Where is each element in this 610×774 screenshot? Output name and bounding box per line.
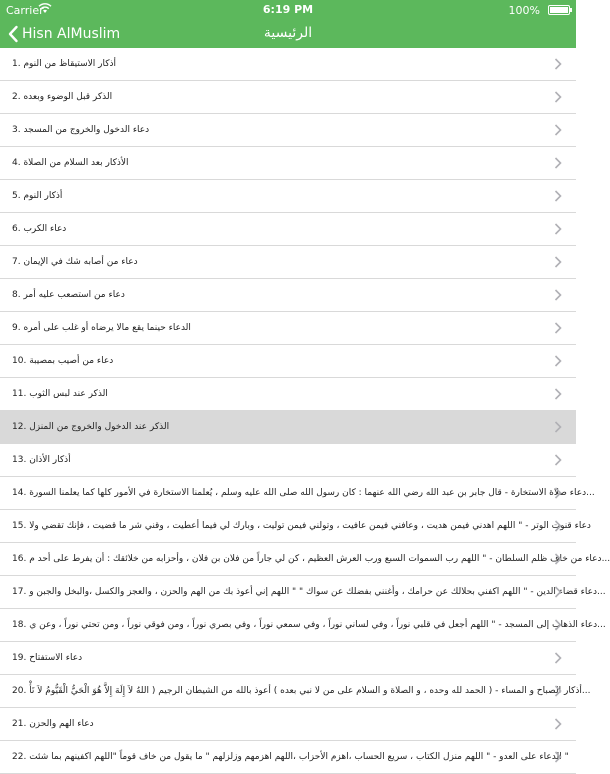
battery-percentage: 100%	[508, 4, 540, 17]
list-item-label: 20. أذكار الصباح و المساء - ( الحمد لله وحده ، و الصلاة و السلام على من لا نبي بعده ) أعوذ بالله من الشيطان الرجيم ( اللهُ لاَ إِلَهَ إِلاَّ هُوَ الْحَيُّ الْقَيُّومُ لاَ تَأْ...	[12, 686, 591, 696]
list-item-label: 19. دعاء الاستفتاح	[12, 653, 83, 663]
chevron-right-icon	[554, 223, 562, 235]
list-item-label: 11. الذكر عند لبس الثوب	[12, 389, 108, 399]
chevron-right-icon	[554, 256, 562, 268]
list-item[interactable]	[0, 81, 576, 114]
chevron-right-icon	[554, 421, 562, 433]
list-item-label: 14. دعاء صلاة الاستخارة - قال جابر بن عبد الله رضي الله عنهما : كان رسول الله صلى الله عليه وسلم ، يُعلمنا الاستخارة في الأمور كلها كما يعلمنا السورة...	[12, 488, 595, 498]
chevron-right-icon	[554, 619, 562, 631]
list-item[interactable]	[0, 114, 576, 147]
list-item[interactable]	[0, 543, 610, 576]
list-item[interactable]	[0, 48, 576, 81]
list-item-label: 1. أذكار الاستيقاظ من النوم	[12, 59, 116, 69]
chevron-right-icon	[554, 190, 562, 202]
chevron-right-icon	[554, 652, 562, 664]
list-item[interactable]	[0, 609, 606, 642]
list-item-label: 7. دعاء من أصابه شك في الإيمان	[12, 257, 138, 267]
list-item[interactable]	[0, 180, 576, 213]
list-item-label: 5. أذكار النوم	[12, 191, 63, 201]
list-item[interactable]	[0, 147, 576, 180]
chevron-right-icon	[554, 751, 562, 763]
status-bar	[0, 0, 576, 20]
list-item-label: 2. الذكر قبل الوضوء وبعده	[12, 92, 113, 102]
chevron-right-icon	[554, 91, 562, 103]
list-item-label: 13. أذكار الأذان	[12, 455, 71, 465]
list-item[interactable]	[0, 246, 576, 279]
chevron-right-icon	[554, 322, 562, 334]
list-item-label: 22. الدعاء على العدو - " اللهم منزل الكتاب ، سريع الحساب ،اهزم الأحزاب ،اللهم اهزمهم وزلزلهم " ما يقول من خاف قوماً "اللهم اكفينهم بما شئت "	[12, 752, 569, 762]
chevron-right-icon	[554, 454, 562, 466]
list-item[interactable]	[0, 378, 576, 411]
chevron-right-icon	[554, 487, 562, 499]
chevron-right-icon	[554, 289, 562, 301]
navigation-bar	[0, 20, 576, 48]
chevron-right-icon	[554, 685, 562, 697]
list-item-label: 16. دعاء من خاف ظلم السلطان - " اللهم رب السموات السبع ورب العرش العظيم ، كن لي جاراً من فلان بن فلان ، وأحزابه من خلائقك : أن يفرط على أحد م...	[12, 554, 610, 564]
clock: 6:19 PM	[262, 3, 314, 16]
list-item[interactable]	[0, 345, 576, 378]
list-item[interactable]	[0, 411, 576, 444]
list-item[interactable]	[0, 708, 576, 741]
chevron-right-icon	[554, 553, 562, 565]
list-item[interactable]	[0, 576, 606, 609]
carrier-label: Carrier	[6, 4, 44, 17]
list-item[interactable]	[0, 510, 591, 543]
list-item[interactable]	[0, 477, 595, 510]
list-item[interactable]	[0, 213, 576, 246]
dua-list	[0, 48, 610, 774]
list-item-label: 21. دعاء الهم والحزن	[12, 719, 94, 729]
list-item-label: 15. دعاء قنوت الوتر - " اللهم اهدني فيمن هديت ، وعافني فيمن عافيت ، وتولني فيمن توليت ، وبارك لي فيما أعطيت ، وقني شر ما قضيت ، فإنك تقضي ولا	[12, 521, 591, 531]
chevron-right-icon	[554, 718, 562, 730]
chevron-right-icon	[554, 58, 562, 70]
list-item-label: 10. دعاء من أصيب بمصيبة	[12, 356, 114, 366]
list-item-label: 6. دعاء الكرب	[12, 224, 67, 234]
chevron-right-icon	[554, 388, 562, 400]
list-item-label: 18. دعاء الذهاب إلى المسجد - " اللهم أجعل في قلبي نوراً ، وفي لساني نوراً ، وفي سمعي نوراً ، وفي بصري نوراً ، ومن فوقي نوراً ، ومن تحتي نوراً ، وعن ي...	[12, 620, 606, 630]
page-title: الرئيسية	[263, 25, 313, 41]
list-item-label: 12. الذكر عند الدخول والخروج من المنزل	[12, 422, 170, 432]
battery-icon	[548, 5, 570, 15]
chevron-right-icon	[554, 355, 562, 367]
list-item[interactable]	[0, 444, 576, 477]
list-item[interactable]	[0, 675, 591, 708]
back-button-label: Hisn AlMuslim	[22, 26, 121, 42]
list-item[interactable]	[0, 642, 576, 675]
list-item[interactable]	[0, 279, 576, 312]
list-item-label: 9. الدعاء حينما يقع مالا يرضاه أو غلب على أمره	[12, 323, 191, 333]
list-item-label: 17. دعاء قضاء الدين - " اللهم اكفني بحلالك عن حرامك ، وأغنني بفضلك عن سواك " " اللهم إني أعوذ بك من الهم والحزن ، والعجز والكسل ،والبخل والجبن و...	[12, 587, 606, 597]
list-item-label: 4. الأذكار بعد السلام من الصلاة	[12, 158, 129, 168]
chevron-right-icon	[554, 124, 562, 136]
chevron-right-icon	[554, 157, 562, 169]
list-item-label: 8. دعاء من استصعب عليه أمر	[12, 290, 125, 300]
list-item[interactable]	[0, 741, 576, 774]
chevron-right-icon	[554, 586, 562, 598]
list-item-label: 3. دعاء الدخول والخروج من المسجد	[12, 125, 150, 135]
chevron-right-icon	[554, 520, 562, 532]
list-item[interactable]	[0, 312, 576, 345]
